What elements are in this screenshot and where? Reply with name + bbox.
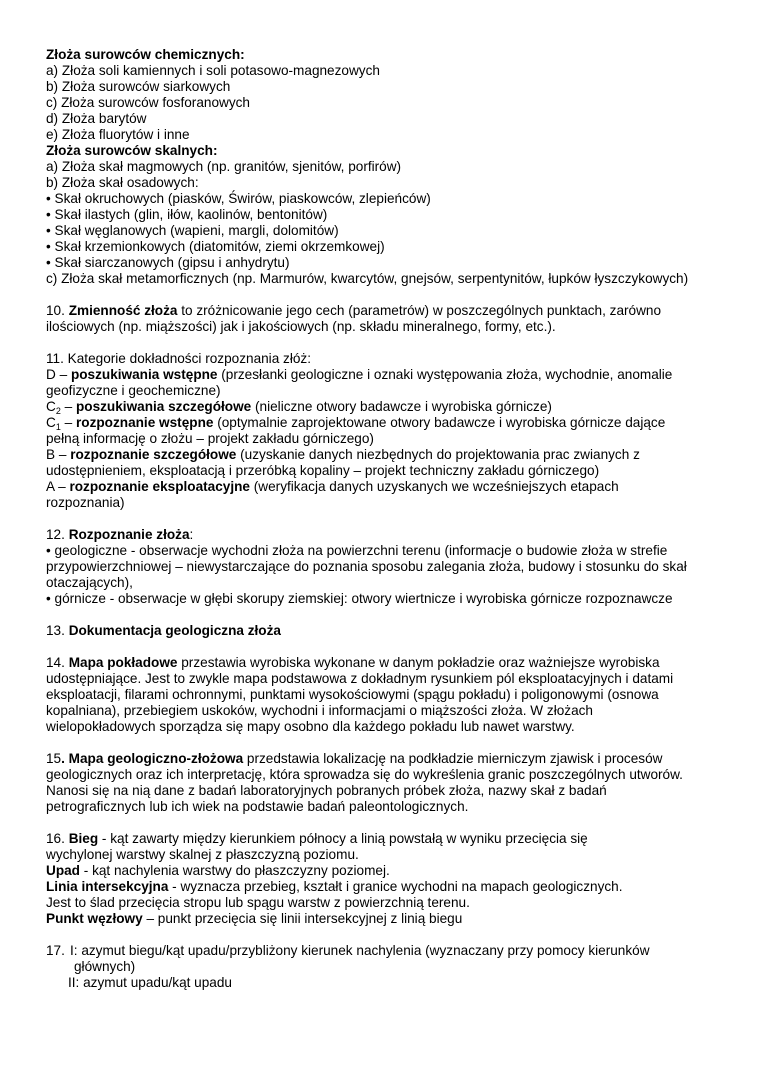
bullet-item: • Skał krzemionkowych (diatomitów, ziemi okrzemkowej) [46, 239, 385, 254]
list-item: e) Złoża fluorytów i inne [46, 127, 190, 142]
category-d-cont: geofizyczne i geochemiczne) [46, 383, 221, 398]
section-10-line: ilościowych (np. miąższości) jak i jakościowych (np. składu mineralnego, formy, etc.). [46, 319, 556, 334]
section-15-line: petrograficznych lub ich wiek na podstawie badań paleontologicznych. [46, 799, 469, 814]
document-page [46, 47, 726, 991]
chem-heading: Złoża surowców chemicznych: [46, 47, 245, 62]
definition-upad: Upad - kąt nachylenia warstwy do płaszczyzny poziomej. [46, 863, 390, 878]
section-14-line: kopalniana), przebiegiem uskoków, wychodni i informacjami o miąższości złoża. W złożach [46, 703, 593, 718]
section-17 [46, 943, 726, 959]
category-d: D – poszukiwania wstępne (przesłanki geologiczne i oznaki występowania złoża, wychodnie, anomalie [46, 367, 673, 382]
list-item: c) Złoża skał metamorficznych (np. Marmurów, kwarcytów, gnejsów, serpentynitów, łupków łyszczykowych) [46, 271, 689, 286]
bullet-item: • geologiczne - obserwacje wychodni złoża na powierzchni terenu (informacje o budowie złoża w strefie [46, 543, 668, 558]
section-17-line: I: azymut biegu/kąt upadu/przybliżony kierunek nachylenia (wyznaczany przy pomocy kierunków [70, 943, 650, 958]
definition-punkt: Punkt węzłowy – punkt przecięcia się linii intersekcyjnej z linią biegu [46, 911, 463, 926]
bullet-item: • górnicze - obserwacje w głębi skorupy ziemskiej: otwory wiertnicze i wyrobiska górnicze rozpoznawcze [46, 591, 673, 606]
bullet-item-cont: otaczających), [46, 575, 133, 590]
category-c1: $C_1$ – rozpoznanie wstępne (optymalnie zaprojektowane otwory badawcze i wyrobiska górnicze dające [46, 415, 666, 432]
category-c2: $C_2$ – poszukiwania szczegółowe (nieliczne otwory badawcze i wyrobiska górnicze) [46, 399, 552, 416]
category-c1-cont: pełną informację o złożu – projekt zakładu górniczego) [46, 431, 374, 446]
definition-linia: Linia intersekcyjna - wyznacza przebieg, kształt i granice wychodni na mapach geologicznych. [46, 879, 623, 894]
rock-heading: Złoża surowców skalnych: [46, 143, 218, 158]
section-16-line: Jest to ślad przecięcia stropu lub spągu warstw z powierzchnią terenu. [46, 895, 470, 910]
section-12-title: 12. Rozpoznanie złoża: [46, 527, 194, 542]
term-zmiennosc: Zmienność złoża [68, 303, 178, 318]
category-b: B – rozpoznanie szczegółowe (uzyskanie danych niezbędnych do projektowania prac zwianych z [46, 447, 640, 462]
section-10: 10. Zmienność złoża to zróżnicowanie jego cech (parametrów) w poszczególnych punktach, zarówno [46, 303, 662, 318]
list-item: c) Złoża surowców fosforanowych [46, 95, 250, 110]
section-14: 14. Mapa pokładowe przestawia wyrobiska wykonane w danym pokładzie oraz ważniejsze wyrobiska [46, 655, 660, 670]
bullet-item: • Skał ilastych (glin, iłów, kaolinów, bentonitów) [46, 207, 328, 222]
section-13-title: 13. Dokumentacja geologiczna złoża [46, 623, 281, 638]
category-a: A – rozpoznanie eksploatacyjne (weryfikacja danych uzyskanych we wcześniejszych etapach [46, 479, 619, 494]
section-16-line: wychylonej warstwy skalnej z płaszczyzną poziomu. [46, 847, 359, 862]
section-16: 16. Bieg - kąt zawarty między kierunkiem północy a linią powstałą w wyniku przecięcia się [46, 831, 588, 846]
list-item: b) Złoża surowców siarkowych [46, 79, 231, 94]
list-item: d) Złoża barytów [46, 111, 147, 126]
list-item: a) Złoża soli kamiennych i soli potasowo-magnezowych [46, 63, 380, 78]
bullet-item-cont: przypowierzchniowej – niewystarczające do poznania sposobu zalegania złoża, budowy i stosunku do skał [46, 559, 687, 574]
bullet-item: • Skał okruchowych (piasków, Świrów, piaskowców, zlepieńców) [46, 191, 431, 206]
list-item: a) Złoża skał magmowych (np. granitów, sjenitów, porfirów) [46, 159, 402, 174]
list-item: b) Złoża skał osadowych: [46, 175, 199, 190]
section-14-line: eksploatacji, filarami ochronnymi, punktami wysokościowymi (spągu pokładu) i poligonowymi (osnowa [46, 687, 659, 702]
section-17-line: II: azymut upadu/kąt upadu [68, 975, 232, 990]
section-15: 15. Mapa geologiczno-złożowa przedstawia lokalizację na podkładzie mierniczym zjawisk i procesów [46, 751, 663, 766]
section-15-line: Nanosi się na nią dane z badań laboratoryjnych pobranych próbek złoża, nazwy skał z badań [46, 783, 607, 798]
bullet-item: • Skał siarczanowych (gipsu i anhydrytu) [46, 255, 290, 270]
section-17-number: 17. [46, 943, 65, 958]
section-14-line: wielopokładowych sporządza się mapy osobno dla każdego pokładu lub nawet warstwy. [46, 719, 575, 734]
category-a-cont: rozpoznania) [46, 495, 125, 510]
section-15-line: geologicznych oraz ich interpretację, która sprowadza się do wykreślenia granic poszczególnych utworów. [46, 767, 683, 782]
section-17-line: głównych) [74, 959, 136, 974]
bullet-item: • Skał węglanowych (wapieni, margli, dolomitów) [46, 223, 339, 238]
category-b-cont: udostępnieniem, eksploatacją i przeróbką kopaliny – projekt techniczny zakładu górniczego) [46, 463, 600, 478]
section-11-title: 11. Kategorie dokładności rozpoznania złóż: [46, 351, 311, 366]
section-14-line: udostępniające. Jest to zwykle mapa podstawowa z dokładnym rysunkiem pól eksploatacyjnych i datami [46, 671, 674, 686]
